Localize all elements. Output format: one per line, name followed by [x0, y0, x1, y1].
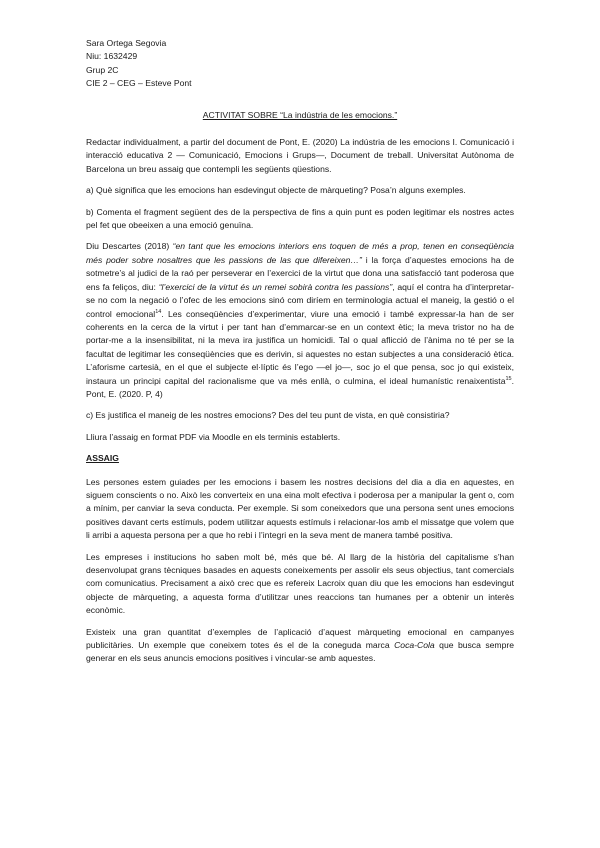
question-c: c) Es justifica el maneig de les nostres emocions? Des del teu punt de vista, en què consistiria? [86, 410, 450, 421]
question-a: a) Què significa que les emocions han esdevingut objecte de màrqueting? Posa’n alguns exemples. [86, 185, 466, 196]
assaig-heading: ASSAIG [86, 453, 119, 464]
intro-paragraph: Redactar individualment, a partir del document de Pont, E. (2020) La indústria de les emocions I. Comunicació i interacció educativa 2 — Comunicació, Emocions i Grups—, Document de treball. Universitat Autònoma de Barcelona un breu assaig que contempli les següents qüestions. [86, 137, 514, 174]
assaig-paragraph-3 [86, 626, 514, 666]
quote-text-3: , aquí el contra ha d’interpretar-se no com la negació o l’ofec de les emocions sinó com diríem en terminologia actual el maneig, la gestió o el control emocional [86, 281, 514, 319]
student-name: Sara Ortega Segovia [86, 38, 167, 48]
quote-text-2: i la força d’aquestes emocions ha de sotmetre’s al judici de la raó per perseverar en l’exercici de la virtut que dona una satisfacció tant poderosa que ens fa feliços, diu: [86, 254, 514, 292]
footnote-14: 14 [155, 308, 162, 315]
assaig-paragraph-2: Les empreses i institucions ho saben molt bé, més que bé. Al llarg de la història del capitalisme s’han desenvolupat grans tècniques basades en aquests coneixements per assolir els seus objectius, tant comercials com comunicatius. Precisament a això crec que es refereix Lacroix quan diu que les emocions han esdevingut objecte de màrqueting, a aquesta forma d’utilitzar unes reaccions tan humanes per a obtenir un interès econòmic. [86, 551, 514, 616]
student-header [86, 37, 514, 91]
quote-paragraph [86, 240, 514, 401]
quote-text-1: Diu Descartes (2018) [86, 241, 173, 252]
activity-title: ACTIVITAT SOBRE “La indústria de les emocions.” [202, 109, 398, 120]
question-b: b) Comenta el fragment següent des de la perspectiva de fins a quin punt es poden legitimar els nostres actes pel fet que obeeixen a una emoció genuïna. [86, 206, 514, 231]
assaig-text-3a: Existeix una gran quantitat d’exemples de l’aplicació d’aquest màrqueting emocional en campanyes publicitàries. Un exemple que coneixem totes és el de la coneguda marca [86, 626, 514, 651]
assaig-paragraph-1: Les persones estem guiades per les emocions i basem les nostres decisions del dia a dia en aquestes, en siguem conscients o no. Això les converteix en una eina molt efectiva i poderosa per a manipular la gent o, com a mínim, per canviar la seva conducta. Per exemple. Si som coneixedors que una persona sent unes emocions positives davant certs estímuls, podem utilitzar aquests estímuls i relacionar-los amb el missatge que volem que li arribi a aquesta persona per a que ho rebi i l’integri en la seva ment de manera també positiva. [86, 476, 514, 541]
footnote-15: 15 [505, 375, 512, 382]
brand-name: Coca-Cola [394, 640, 435, 651]
course-info: CIE 2 – CEG – Esteve Pont [86, 78, 192, 89]
quote-italic-2: “l’exercici de la virtut és un remei sobirà contra les passions” [158, 281, 393, 292]
quote-text-4: . Les conseqüències d’experimentar, viure una emoció i també expressar-la han de ser coherents en la cerca de la virtut i per tant han d’emmarcar-se en un context ètic; la meva tristor no ha de portar-me a la insensibilitat, ni la meva ira justifica un homicidi. Tal o qual aflicció de l’ànima no té per se la facultat de legitimar les conseqüències que es derivin, si aquestes no estan subjectes a una consideració ètica. L’aforisme cartesià, en el que el subjecte el·líptic és l’ego —el jo—, soc jo el que pensa, soc jo qui existeix, instaura un principi capital del racionalisme que va més enllà, o culmina, el ideal humanístic renaixentista [86, 308, 514, 386]
delivery-instructions: Lliura l’assaig en format PDF via Moodle en els terminis establerts. [86, 431, 341, 442]
document-body [86, 37, 514, 674]
student-niu: Niu: 1632429 [86, 51, 138, 62]
student-group: Grup 2C [86, 64, 119, 75]
quote-italic-1: “en tant que les emocions interiors ens toquen de més a prop, tenen en conseqüència més poder sobre nosaltres que les passions de las que difereixen…” [86, 241, 514, 265]
quote-text-5: . Pont, E. (2020. P, 4) [86, 375, 514, 399]
assaig-text-3b: que busca sempre generar en els seus anuncis emocions positives i vincular-se amb aquestes. [86, 640, 514, 664]
